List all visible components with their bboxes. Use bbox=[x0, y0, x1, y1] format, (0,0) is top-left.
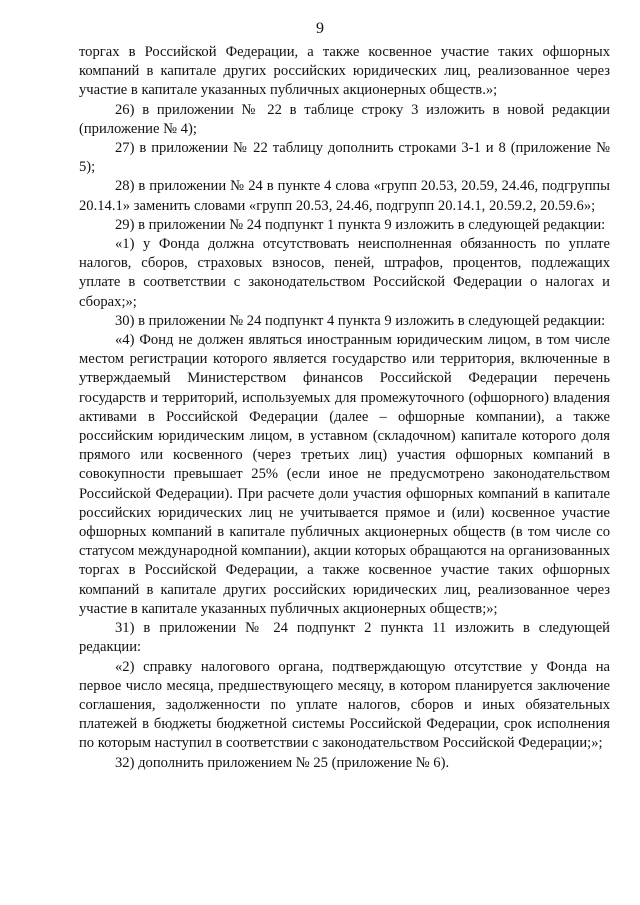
paragraph-item-32: 32) дополнить приложением № 25 (приложение № 6). bbox=[115, 754, 450, 771]
document-body bbox=[79, 43, 610, 773]
paragraph-quote-subitem-2: «2) справку налогового органа, подтверждающую отсутствие у Фонда на первое число месяца, предшествующего месяцу, в котором планируется заключение соглашения, задолженности по уплате налогов, сборов и иных обязательных платежей в бюджеты бюджетной системы Российской Федерации, срок исполнения по которым наступил в соответствии с законодательством Российской Федерации;»; bbox=[79, 658, 610, 752]
paragraph-item-28: 28) в приложении № 24 в пункте 4 слова «групп 20.53, 20.59, 24.46, подгруппы 20.14.1» заменить словами «групп 20.53, 24.46, подгрупп 20.14.1, 20.59.2, 20.59.6»; bbox=[79, 178, 610, 214]
page-number: 9 bbox=[316, 20, 324, 37]
paragraph-item-29: 29) в приложении № 24 подпункт 1 пункта 9 изложить в следующей редакции: bbox=[115, 216, 606, 233]
paragraph-item-26: 26) в приложении № 22 в таблице строку 3 изложить в новой редакции (приложение № 4); bbox=[79, 101, 610, 137]
paragraph-item-30: 30) в приложении № 24 подпункт 4 пункта 9 изложить в следующей редакции: bbox=[115, 312, 606, 329]
paragraph-quote-subitem-4: «4) Фонд не должен являться иностранным юридическим лицом, в том числе местом регистрации которого является государство или территория, включенные в утверждаемый Министерством финансов Российской Федерации перечень государств и территорий, используемых для промежуточного (офшорного) владения активами в Российской Федерации (далее – офшорные компании), а также российским юридическим лицом, в уставном (складочном) капитале которого доля прямого или косвенного (через третьих лиц) участия офшорных компаний в совокупности превышает 25% (если иное не предусмотрено законодательством Российской Федерации). При расчете доли участия офшорных компаний в капитале российских юридических лиц не учитывается прямое и (или) косвенное участие офшорных компаний в капитале публичных акционерных обществ (в том числе со статусом международной компании), акции которых обращаются на организованных торгах в Российской Федерации, а также косвенное участие таких офшорных компаний в капитале других российских юридических лиц, реализованное через участие в капитале указанных публичных акционерных обществ;»; bbox=[79, 332, 610, 617]
paragraph-item-27: 27) в приложении № 22 таблицу дополнить строками 3-1 и 8 (приложение № 5); bbox=[79, 140, 610, 176]
paragraph-quote-subitem-1: «1) у Фонда должна отсутствовать неисполненная обязанность по уплате налогов, сборов, страховых взносов, пеней, штрафов, процентов, подлежащих уплате в соответствии с законодательством Российской Федерации о налогах и сборах;»; bbox=[79, 236, 610, 310]
paragraph-continuation: торгах в Российской Федерации, а также косвенное участие таких офшорных компаний в капитале других российских юридических лиц, реализованное через участие в капитале указанных публичных акционерных обществ.»; bbox=[79, 44, 610, 99]
paragraph-item-31: 31) в приложении № 24 подпункт 2 пункта 11 изложить в следующей редакции: bbox=[79, 620, 610, 656]
